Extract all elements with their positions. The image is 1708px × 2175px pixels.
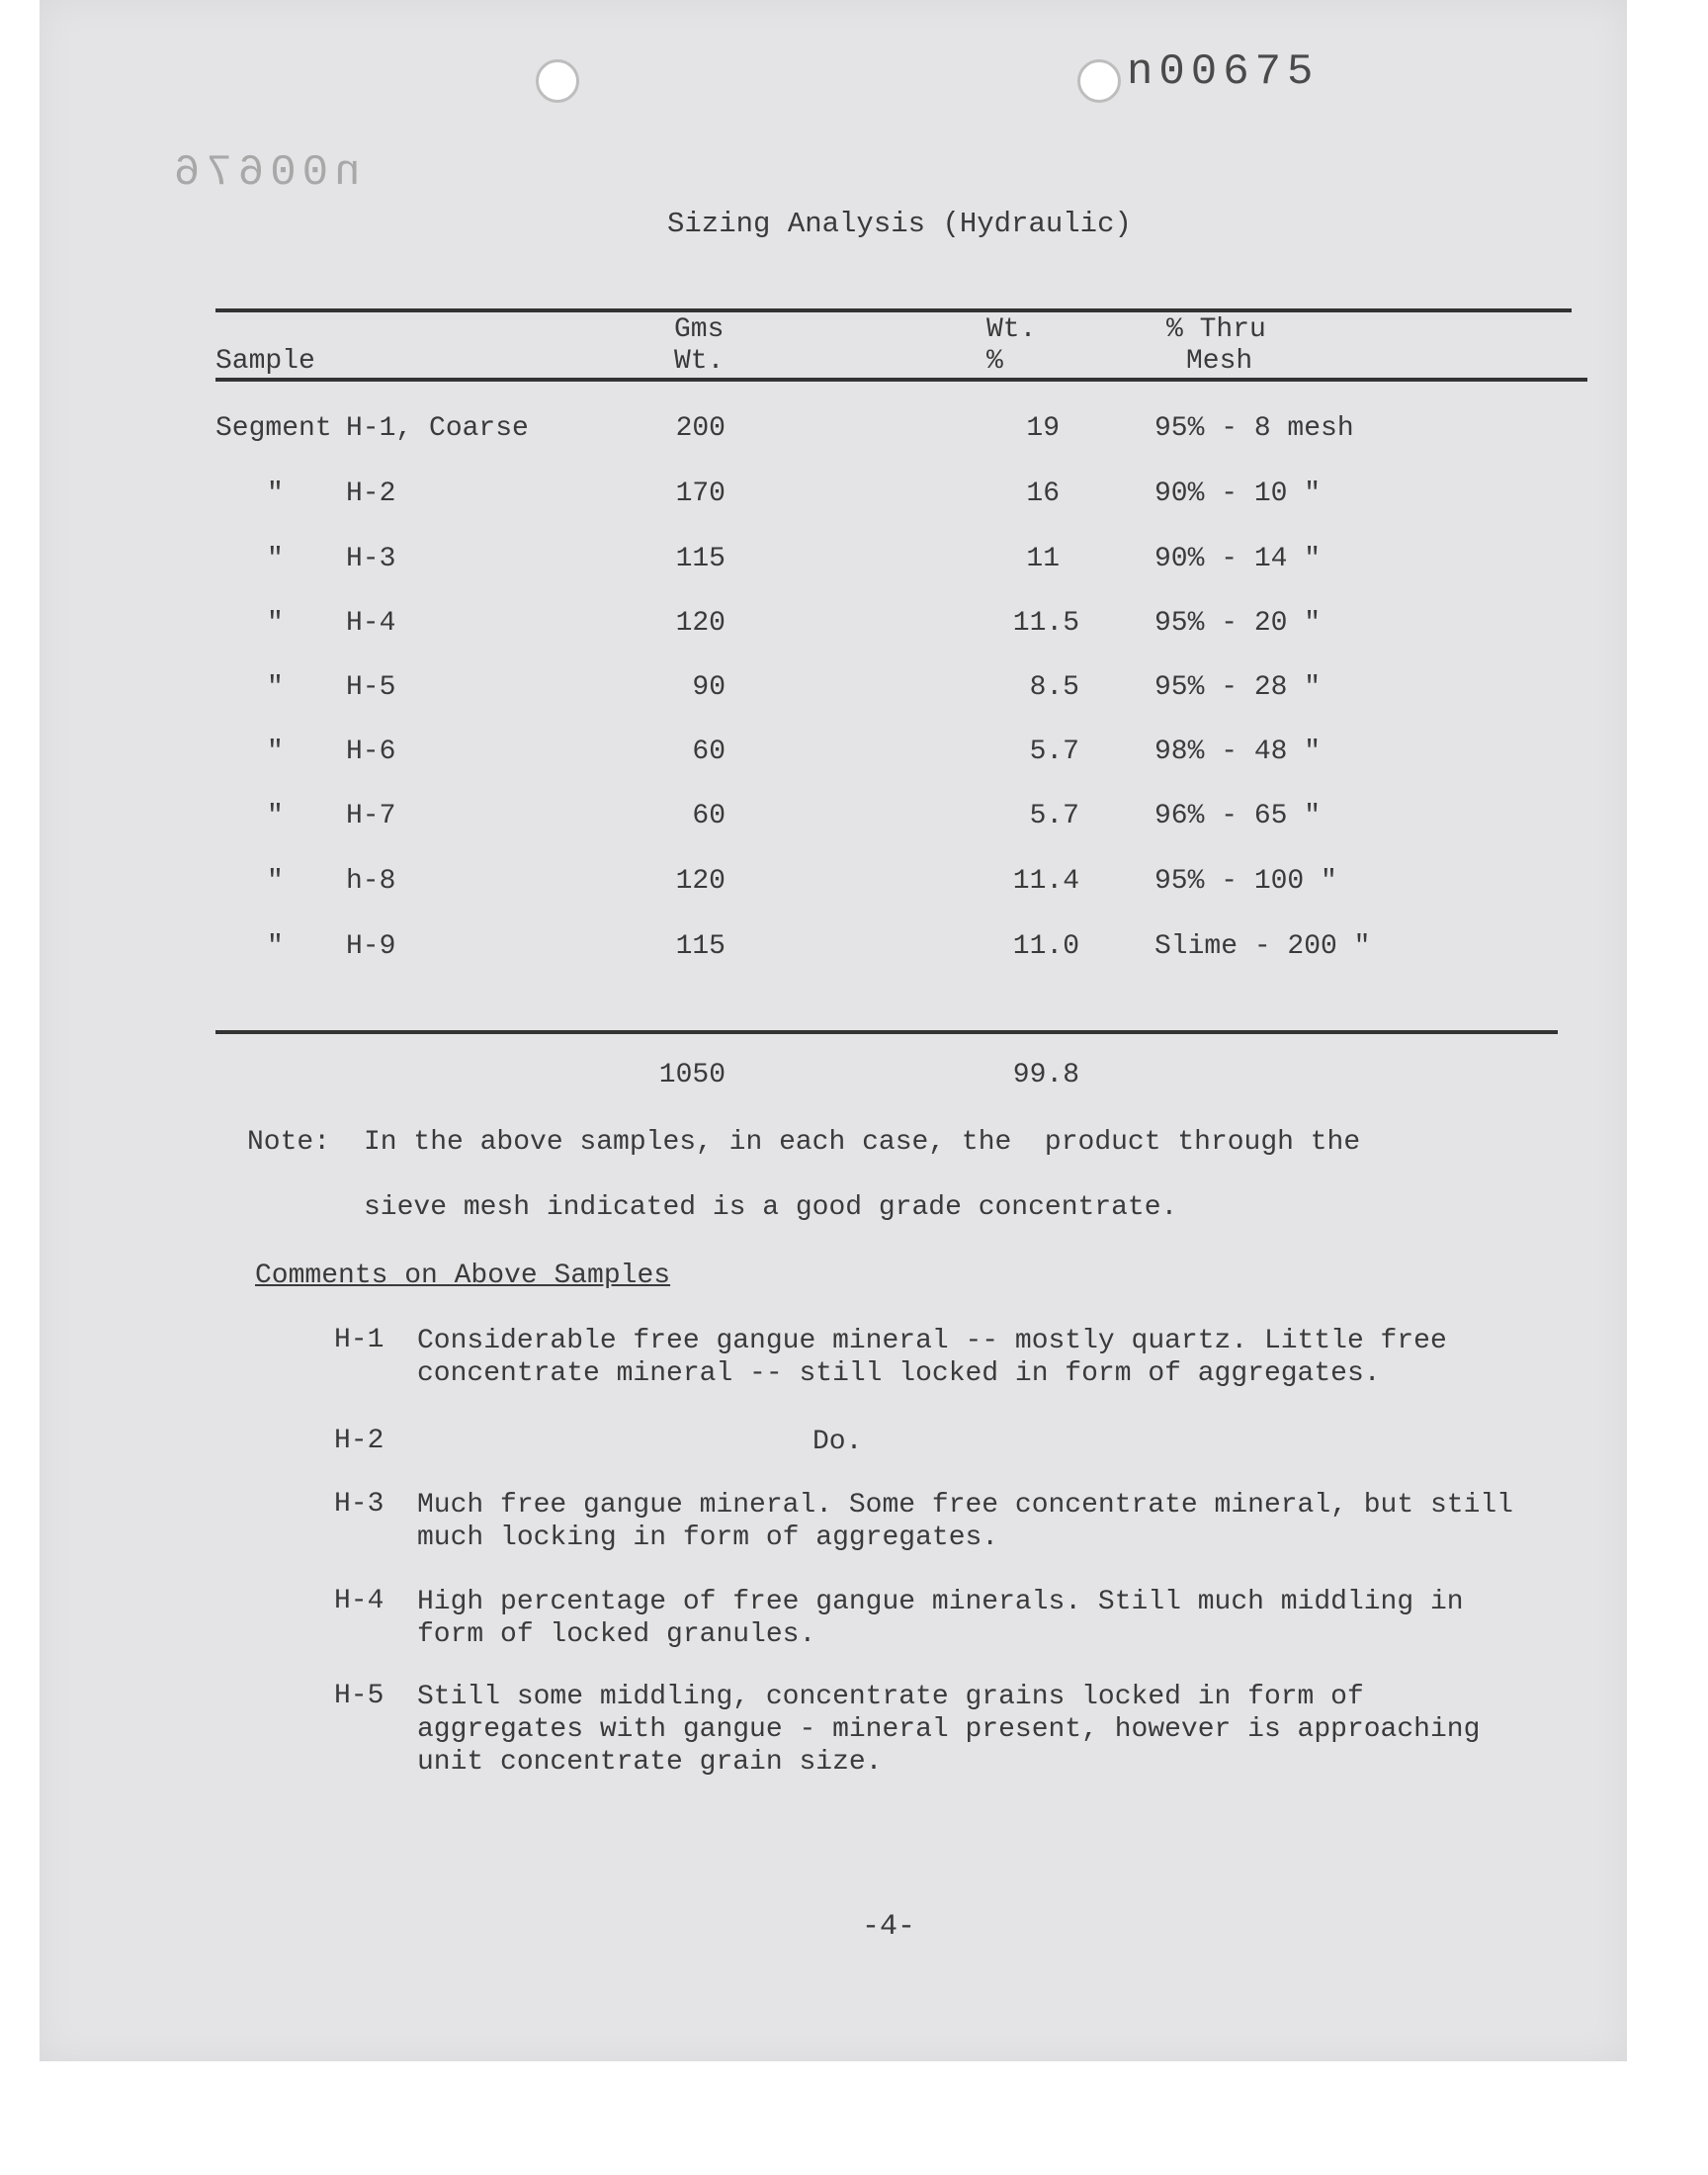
row-gms: 115	[675, 931, 726, 962]
header-wt-bottom: %	[986, 346, 1003, 377]
table-header-rule	[215, 378, 1587, 382]
row-prefix: "	[267, 931, 284, 962]
comment-text: High percentage of free gangue minerals. Still much middling in form of locked granules.	[417, 1587, 1464, 1650]
row-gms: 120	[675, 608, 726, 639]
header-mesh-bottom: Mesh	[1186, 346, 1253, 377]
total-gms: 1050	[658, 1060, 726, 1090]
row-wt: 19	[1026, 413, 1060, 444]
comment-text: Much free gangue mineral. Some free concentrate mineral, but still much locking in form of aggregates.	[417, 1490, 1513, 1553]
row-sample-id: H-6	[346, 737, 396, 767]
row-wt: 8.5	[1029, 672, 1079, 703]
comment-text: Still some middling, concentrate grains locked in form of aggregates with gangue - mineral present, however is approaching unit concentrate grain size.	[417, 1682, 1481, 1778]
row-sample-id: H-3	[346, 544, 396, 574]
header-gms-top: Gms	[674, 314, 725, 345]
row-sample-id: H-7	[346, 801, 396, 831]
row-wt: 11	[1026, 544, 1060, 574]
row-sample-id: H-5	[346, 672, 396, 703]
row-wt: 11.4	[1012, 866, 1079, 897]
row-gms: 60	[692, 737, 726, 767]
row-prefix: "	[267, 801, 284, 831]
note-line-1: In the above samples, in each case, the product through the	[364, 1127, 1361, 1158]
header-wt-top: Wt.	[986, 314, 1037, 345]
row-prefix: "	[267, 866, 284, 897]
row-gms: 115	[675, 544, 726, 574]
note-label: Note:	[247, 1127, 331, 1158]
row-mesh: 95% - 100 "	[1154, 866, 1337, 897]
row-gms: 90	[692, 672, 726, 703]
row-gms: 60	[692, 801, 726, 831]
row-mesh: 90% - 10 "	[1154, 478, 1322, 509]
row-prefix: "	[267, 478, 284, 509]
comments-heading: Comments on Above Samples	[255, 1261, 671, 1291]
row-gms: 200	[675, 413, 726, 444]
row-mesh: 90% - 14 "	[1154, 544, 1322, 574]
row-sample-id: h-8	[346, 866, 396, 897]
row-mesh: 95% - 20 "	[1154, 608, 1322, 639]
header-sample: Sample	[215, 346, 315, 377]
document-number-stamp: n00675	[1127, 47, 1320, 97]
comment-label: H-1	[334, 1325, 384, 1355]
row-sample-id: H-4	[346, 608, 396, 639]
header-gms-bottom: Wt.	[674, 346, 725, 377]
row-prefix: "	[267, 608, 284, 639]
row-mesh: 96% - 65 "	[1154, 801, 1322, 831]
row-prefix: Segment	[215, 413, 332, 444]
total-wt: 99.8	[1012, 1060, 1079, 1090]
row-wt: 5.7	[1029, 801, 1079, 831]
row-sample-id: H-9	[346, 931, 396, 962]
punch-hole-left	[536, 59, 579, 103]
punch-hole-right	[1077, 59, 1121, 103]
page-title: Sizing Analysis (Hydraulic)	[667, 208, 1132, 240]
row-prefix: "	[267, 544, 284, 574]
comment-label: H-2	[334, 1426, 384, 1456]
comment-label: H-4	[334, 1586, 384, 1616]
table-top-rule	[215, 308, 1572, 312]
row-wt: 16	[1026, 478, 1060, 509]
row-sample-id: H-2	[346, 478, 396, 509]
header-mesh-top: % Thru	[1166, 314, 1266, 345]
row-wt: 11.5	[1012, 608, 1079, 639]
row-wt: 5.7	[1029, 737, 1079, 767]
note-line-2: sieve mesh indicated is a good grade concentrate.	[364, 1192, 1178, 1223]
document-page	[40, 0, 1627, 2061]
comment-label: H-3	[334, 1489, 384, 1520]
row-mesh: 95% - 8 mesh	[1154, 413, 1354, 444]
row-gms: 120	[675, 866, 726, 897]
bleed-through-stamp: n00676	[168, 148, 361, 198]
comment-label: H-5	[334, 1681, 384, 1711]
comment-text: Do.	[812, 1427, 863, 1457]
page-number: -4-	[862, 1910, 916, 1944]
comment-text: Considerable free gangue mineral -- mostly quartz. Little free concentrate mineral -- still locked in form of aggregates.	[417, 1326, 1447, 1389]
table-bottom-rule	[215, 1030, 1558, 1034]
row-sample-id: H-1, Coarse	[346, 413, 529, 444]
row-mesh: 98% - 48 "	[1154, 737, 1322, 767]
row-gms: 170	[675, 478, 726, 509]
row-mesh: 95% - 28 "	[1154, 672, 1322, 703]
row-prefix: "	[267, 672, 284, 703]
row-mesh: Slime - 200 "	[1154, 931, 1371, 962]
row-wt: 11.0	[1012, 931, 1079, 962]
row-prefix: "	[267, 737, 284, 767]
